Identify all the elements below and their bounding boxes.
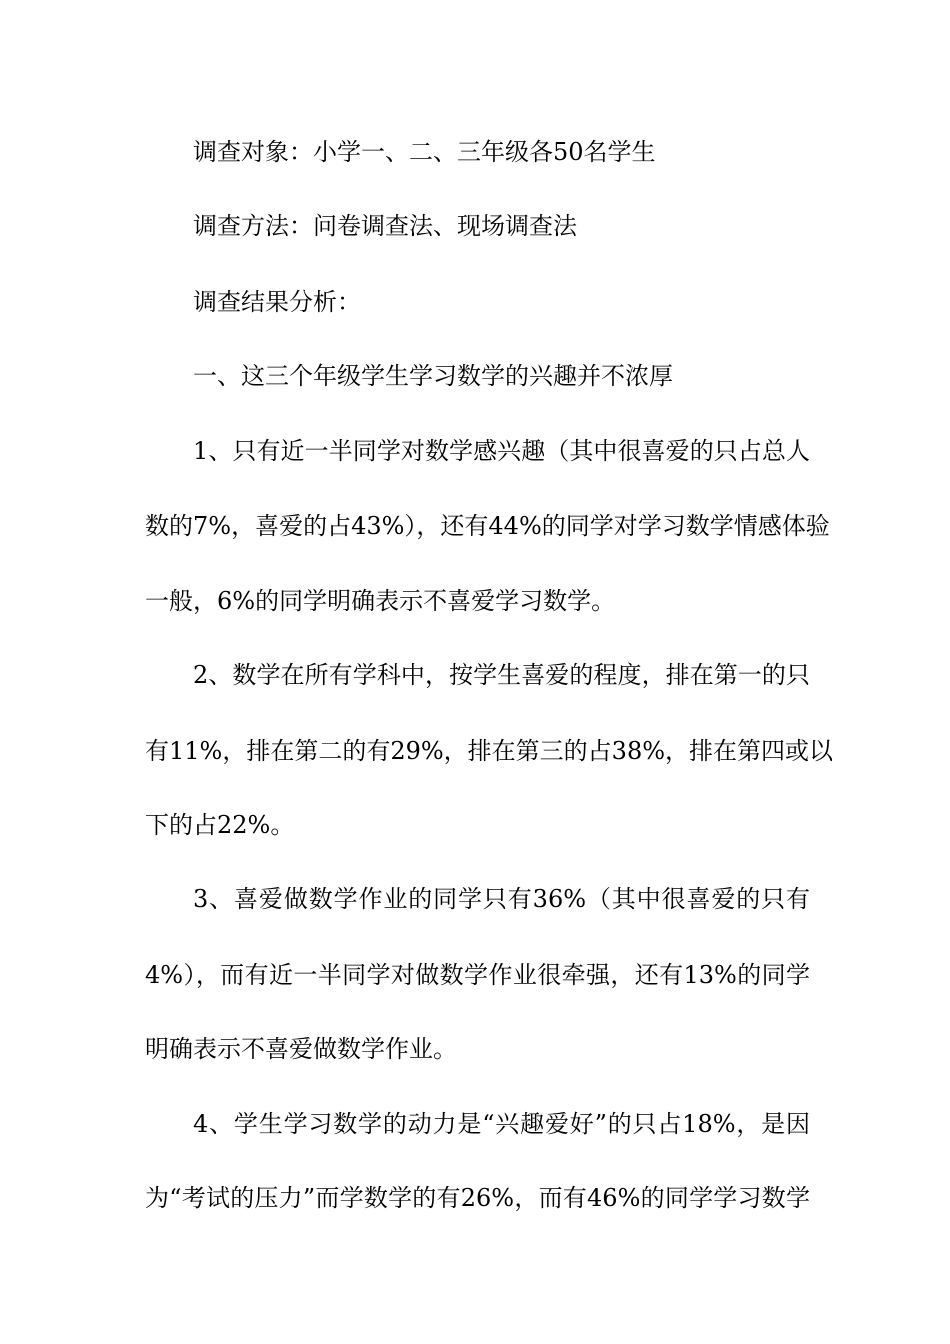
section-one-heading: 一、这三个年级学生学习数学的兴趣并不浓厚 [193,362,673,390]
paragraph-3-line-1: 3、喜爱做数学作业的同学只有36%（其中很喜爱的只有 [193,885,810,913]
paragraph-1-line-1: 1、只有近一半同学对数学感兴趣（其中很喜爱的只占总人 [193,437,810,465]
paragraph-3-line-3: 明确表示不喜爱做数学作业。 [145,1035,457,1063]
paragraph-1-line-2: 数的7%，喜爱的占43%），还有44%的同学对学习数学情感体验 [145,512,830,540]
paragraph-2-line-2: 有11%，排在第二的有29%，排在第三的占38%，排在第四或以 [145,737,834,765]
paragraph-4-line-2: 为“考试的压力”而学数学的有26%，而有46%的同学学习数学 [145,1184,810,1212]
survey-subject-line: 调查对象：小学一、二、三年级各50名学生 [193,138,656,166]
survey-method-line: 调查方法：问卷调查法、现场调查法 [193,212,577,240]
paragraph-2-line-3: 下的占22%。 [145,811,295,839]
paragraph-2-line-1: 2、数学在所有学科中，按学生喜爱的程度，排在第一的只 [193,661,810,689]
paragraph-1-line-3: 一般，6%的同学明确表示不喜爱学习数学。 [145,587,616,615]
paragraph-4-line-1: 4、学生学习数学的动力是“兴趣爱好”的只占18%，是因 [193,1110,810,1138]
survey-results-heading: 调查结果分析： [193,288,361,316]
paragraph-3-line-2: 4%），而有近一半同学对做数学作业很牵强，还有13%的同学 [145,961,810,989]
